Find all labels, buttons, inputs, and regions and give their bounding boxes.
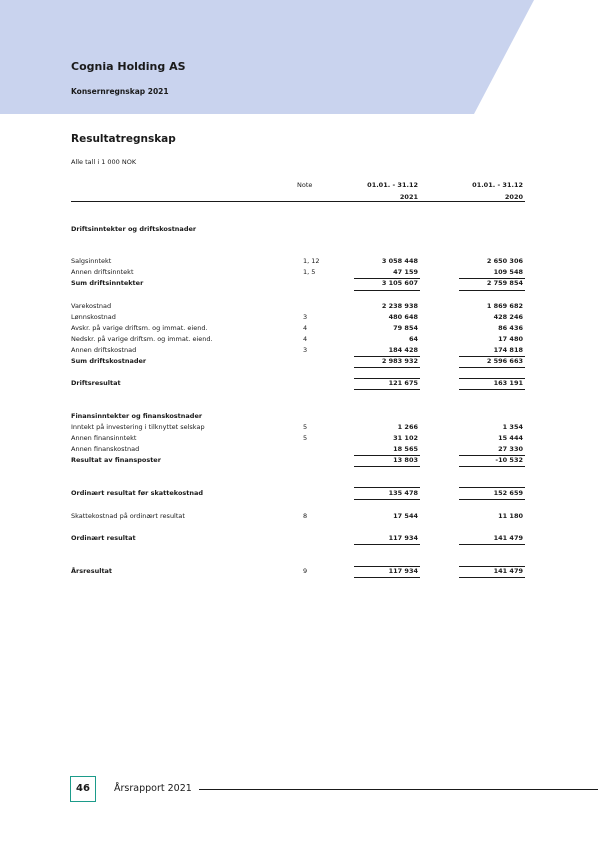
row-value-2021: 64 — [408, 335, 418, 343]
row-label: Skattekostnad på ordinært resultat — [71, 512, 185, 520]
row-value-2021: 47 159 — [393, 268, 418, 276]
table-row — [0, 267, 598, 278]
row-value-2020: 109 548 — [493, 268, 523, 276]
header-rule — [71, 201, 525, 202]
row-value-2021: 2 983 932 — [381, 357, 418, 365]
row-value-2020: 15 444 — [498, 434, 523, 442]
sum-rule — [354, 389, 420, 390]
footer-title: Årsrapport 2021 — [114, 783, 192, 794]
row-value-2021: 1 266 — [397, 423, 418, 431]
table-row-result — [0, 488, 598, 499]
sum-rule — [459, 577, 525, 578]
footer-rule — [199, 789, 598, 790]
amounts-note: Alle tall i 1 000 NOK — [71, 158, 137, 166]
row-label: Annen driftskostnad — [71, 346, 137, 354]
row-value-2021: 3 105 607 — [381, 279, 418, 287]
row-note: 5 — [303, 423, 308, 431]
table-row — [0, 323, 598, 334]
row-label: Annen finanskostnad — [71, 445, 140, 453]
sum-rule — [354, 499, 420, 500]
sum-rule — [354, 544, 420, 545]
sum-rule — [459, 389, 525, 390]
table-row-section-heading — [0, 224, 598, 235]
row-value-2020: 27 330 — [498, 445, 523, 453]
sum-rule — [354, 367, 420, 368]
row-label: Ordinært resultat før skattekostnad — [71, 489, 204, 497]
row-note: 4 — [303, 324, 308, 332]
row-value-2020: 17 480 — [498, 335, 523, 343]
table-row-annual-result — [0, 566, 598, 577]
row-value-2021: 135 478 — [388, 489, 418, 497]
row-label: Årsresultat — [71, 567, 113, 575]
table-row-sum — [0, 455, 598, 466]
row-label: Lønnskostnad — [71, 313, 116, 321]
row-value-2020: 141 479 — [493, 567, 523, 575]
table-row-section-heading — [0, 411, 598, 422]
row-label: Resultat av finansposter — [71, 456, 161, 464]
page-number: 46 — [70, 776, 96, 802]
row-note: 1, 12 — [303, 257, 320, 265]
row-value-2021: 13 803 — [393, 456, 418, 464]
table-row — [0, 433, 598, 444]
row-value-2021: 117 934 — [388, 534, 418, 542]
row-value-2021: 17 544 — [393, 512, 418, 520]
row-value-2020: 428 246 — [493, 313, 523, 321]
row-value-2020: 1 869 682 — [486, 302, 523, 310]
row-value-2021: 184 428 — [388, 346, 418, 354]
row-value-2021: 79 854 — [393, 324, 418, 332]
row-note: 8 — [303, 512, 308, 520]
sum-rule — [354, 290, 420, 291]
sum-rule — [459, 466, 525, 467]
row-value-2020: 86 436 — [498, 324, 523, 332]
row-value-2020: 163 191 — [493, 379, 523, 387]
table-row — [0, 422, 598, 433]
row-label: Salgsinntekt — [71, 257, 112, 265]
row-label: Finansinntekter og finanskostnader — [71, 412, 203, 420]
column-header-note: Note — [297, 181, 313, 189]
row-value-2020: 1 354 — [502, 423, 523, 431]
row-label: Driftsresultat — [71, 379, 121, 387]
report-subtitle: Konsernregnskap 2021 — [71, 87, 169, 96]
row-value-2020: -10 532 — [495, 456, 523, 464]
row-value-2021: 480 648 — [388, 313, 418, 321]
row-note: 3 — [303, 346, 308, 354]
table-row — [0, 301, 598, 312]
row-value-2021: 2 238 938 — [381, 302, 418, 310]
row-value-2020: 2 650 306 — [486, 257, 523, 265]
row-label: Sum driftskostnader — [71, 357, 147, 365]
row-value-2021: 121 675 — [388, 379, 418, 387]
company-name: Cognia Holding AS — [71, 60, 186, 73]
sum-rule — [459, 544, 525, 545]
row-value-2020: 141 479 — [493, 534, 523, 542]
row-value-2020: 174 818 — [493, 346, 523, 354]
row-label: Ordinært resultat — [71, 534, 136, 542]
table-row — [0, 312, 598, 323]
sum-rule — [354, 577, 420, 578]
section-title: Resultatregnskap — [71, 133, 176, 145]
row-value-2021: 117 934 — [388, 567, 418, 575]
row-note: 3 — [303, 313, 308, 321]
column-header-2021-year: 2021 — [399, 193, 418, 201]
row-label: Inntekt på investering i tilknyttet selskap — [71, 423, 205, 431]
row-label: Annen finansinntekt — [71, 434, 137, 442]
table-row — [0, 256, 598, 267]
table-row — [0, 334, 598, 345]
row-value-2020: 2 596 663 — [486, 357, 523, 365]
table-row-sum — [0, 278, 598, 289]
row-label: Avskr. på varige driftsm. og immat. eiend. — [71, 324, 208, 332]
sum-rule — [354, 466, 420, 467]
row-value-2021: 18 565 — [393, 445, 418, 453]
row-label: Sum driftsinntekter — [71, 279, 144, 287]
row-note: 5 — [303, 434, 308, 442]
column-header-2020-period: 01.01. - 31.12 — [472, 181, 523, 189]
table-row — [0, 345, 598, 356]
table-row-sum — [0, 356, 598, 367]
sum-rule — [459, 367, 525, 368]
column-header-2021-period: 01.01. - 31.12 — [367, 181, 418, 189]
row-value-2021: 31 102 — [393, 434, 418, 442]
sum-rule — [459, 290, 525, 291]
table-row-result — [0, 378, 598, 389]
row-note: 1, 5 — [303, 268, 316, 276]
column-header-2020-year: 2020 — [504, 193, 523, 201]
sum-rule — [459, 499, 525, 500]
table-row — [0, 511, 598, 522]
header-banner — [0, 0, 598, 114]
row-label: Annen driftsinntekt — [71, 268, 134, 276]
row-note: 4 — [303, 335, 308, 343]
row-label: Driftsinntekter og driftskostnader — [71, 225, 197, 233]
row-label: Varekostnad — [71, 302, 112, 310]
row-value-2021: 3 058 448 — [381, 257, 418, 265]
row-value-2020: 11 180 — [498, 512, 523, 520]
table-row — [0, 444, 598, 455]
row-label: Nedskr. på varige driftsm. og immat. eiend. — [71, 335, 213, 343]
row-value-2020: 152 659 — [493, 489, 523, 497]
row-note: 9 — [303, 567, 308, 575]
row-value-2020: 2 759 854 — [486, 279, 523, 287]
table-row-result — [0, 533, 598, 544]
